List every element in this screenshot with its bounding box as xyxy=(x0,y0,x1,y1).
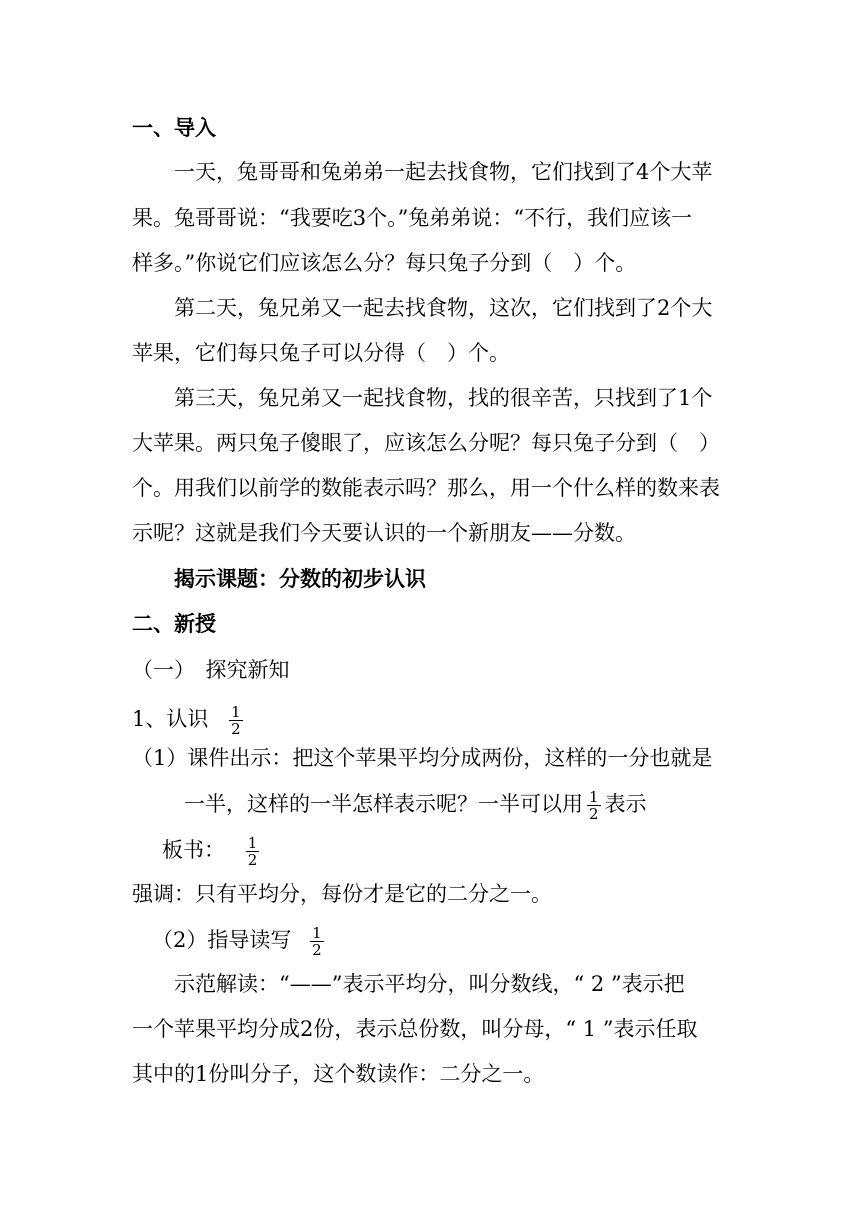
paragraph-line: 一天，兔哥哥和兔弟弟一起去找食物，它们找到了4个大苹 xyxy=(174,160,713,184)
item-label: 1、认识 xyxy=(132,707,209,731)
item-read-write xyxy=(152,922,328,958)
paragraph-line: 个。用我们以前学的数能表示吗？那么，用一个什么样的数来表 xyxy=(132,476,720,500)
item-understand-half xyxy=(132,702,247,736)
fraction-one-half xyxy=(310,925,324,958)
fraction-numerator: 1 xyxy=(231,703,241,721)
fraction-numerator: 1 xyxy=(589,788,599,806)
fraction-one-half xyxy=(229,704,243,737)
fraction-denominator: 2 xyxy=(247,851,258,869)
paragraph-line: 苹果，它们每只兔子可以分得（ ）个。 xyxy=(132,341,510,365)
paragraph-line: 示呢？这就是我们今天要认识的一个新朋友——分数。 xyxy=(132,521,636,545)
paragraph-line xyxy=(184,787,647,821)
lesson-topic: 揭示课题：分数的初步认识 xyxy=(174,566,426,591)
item-label: （2）指导读写 xyxy=(152,928,292,952)
paragraph-line: 果。兔哥哥说：“我要吃3个。”兔弟弟说：“不行，我们应该一 xyxy=(132,206,693,230)
board-writing xyxy=(162,832,263,868)
fraction-one-half xyxy=(246,835,260,868)
subsection-heading: （一） 探究新知 xyxy=(132,658,290,682)
fraction-numerator: 1 xyxy=(312,924,322,942)
paragraph-line: 其中的1份叫分子，这个数读作：二分之一。 xyxy=(132,1062,545,1086)
emphasis-line: 强调：只有平均分，每份才是它的二分之一。 xyxy=(132,882,552,906)
paragraph-line: 大苹果。两只兔子傻眼了，应该怎么分呢？每只兔子分到（ ） xyxy=(132,431,720,455)
paragraph-line: 一个苹果平均分成2份，表示总份数，叫分母，“ 1 ”表示任取 xyxy=(132,1017,698,1041)
board-label: 板书： xyxy=(162,838,225,862)
fraction-numerator: 1 xyxy=(247,834,258,852)
text-segment: 一半，这样的一半怎样表示呢？一半可以用 xyxy=(184,792,583,816)
paragraph-line: （1）课件出示：把这个苹果平均分成两份，这样的一分也就是 xyxy=(132,746,713,770)
text-segment: 表示 xyxy=(604,792,647,816)
fraction-denominator: 2 xyxy=(589,805,599,823)
fraction-denominator: 2 xyxy=(312,941,322,959)
fraction-denominator: 2 xyxy=(231,720,241,738)
paragraph-line: 第二天，兔兄弟又一起去找食物，这次，它们找到了2个大 xyxy=(174,296,713,320)
section-heading-new: 二、新授 xyxy=(132,611,216,636)
paragraph-line: 示范解读：“——”表示平均分，叫分数线，“ 2 ”表示把 xyxy=(174,972,685,996)
section-heading-intro: 一、导入 xyxy=(132,115,216,140)
paragraph-line: 样多。”你说它们应该怎么分？每只兔子分到（ ）个。 xyxy=(132,251,637,275)
fraction-one-half xyxy=(587,789,601,822)
paragraph-line: 第三天，兔兄弟又一起找食物，找的很辛苦，只找到了1个 xyxy=(174,386,713,410)
